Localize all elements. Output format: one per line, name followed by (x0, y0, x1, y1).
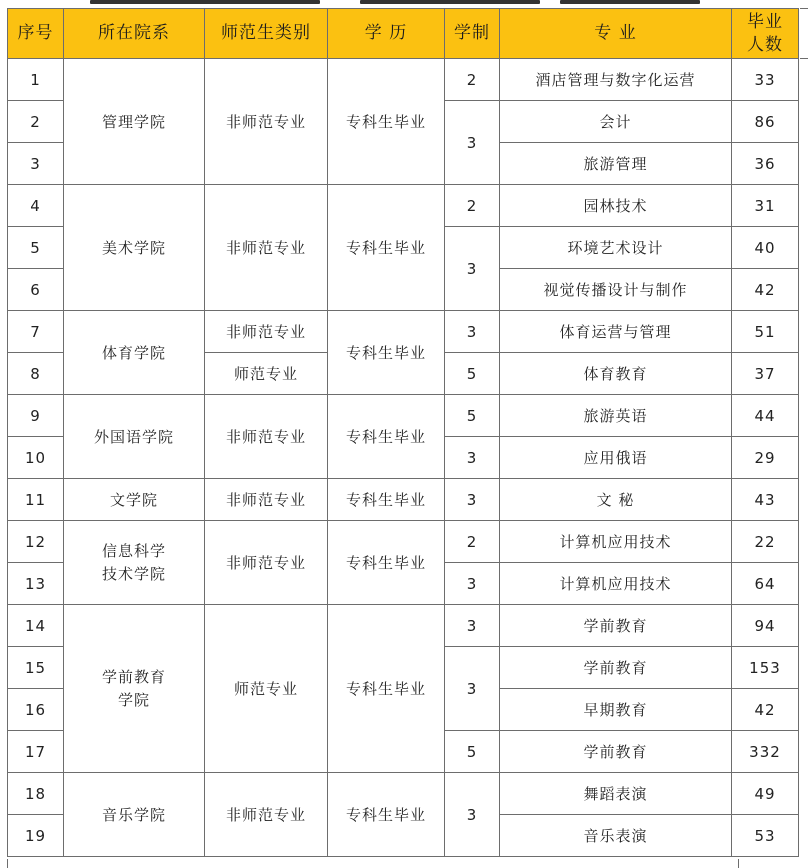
table-row (8, 185, 799, 227)
cell-college: 管理学院 (64, 59, 205, 185)
table-row (8, 605, 799, 647)
table-row (8, 479, 799, 521)
cell-seq: 10 (8, 437, 64, 479)
cell-seq: 12 (8, 521, 64, 563)
cell-years: 3 (445, 479, 500, 521)
cell-years: 3 (445, 311, 500, 353)
cell-major: 计算机应用技术 (500, 563, 732, 605)
header-years: 学制 (445, 9, 500, 59)
cell-count: 31 (732, 185, 799, 227)
cell-category: 师范专业 (205, 605, 328, 773)
cell-category: 非师范专业 (205, 773, 328, 857)
header-count-line1: 毕业 (747, 11, 783, 32)
cell-education: 专科生毕业 (328, 773, 445, 857)
cell-years: 2 (445, 521, 500, 563)
cell-seq: 14 (8, 605, 64, 647)
cell-count: 40 (732, 227, 799, 269)
cell-seq: 2 (8, 101, 64, 143)
cell-years: 3 (445, 605, 500, 647)
cell-count: 22 (732, 521, 799, 563)
cell-major: 视觉传播设计与制作 (500, 269, 732, 311)
cell-category: 非师范专业 (205, 395, 328, 479)
cell-education: 专科生毕业 (328, 521, 445, 605)
cell-count: 94 (732, 605, 799, 647)
cell-major: 酒店管理与数字化运营 (500, 59, 732, 101)
cell-major: 舞蹈表演 (500, 773, 732, 815)
cell-category: 非师范专业 (205, 185, 328, 311)
cell-seq: 17 (8, 731, 64, 773)
cell-years: 3 (445, 563, 500, 605)
cell-seq: 19 (8, 815, 64, 857)
cell-years: 2 (445, 185, 500, 227)
cell-college-line2: 技术学院 (101, 564, 166, 583)
cell-seq: 6 (8, 269, 64, 311)
cell-college-line1: 学前教育 (101, 667, 166, 686)
cell-college (64, 605, 205, 773)
cell-education: 专科生毕业 (328, 479, 445, 521)
cell-count: 51 (732, 311, 799, 353)
cell-major: 学前教育 (500, 647, 732, 689)
cell-count: 29 (732, 437, 799, 479)
cell-seq: 7 (8, 311, 64, 353)
cell-major: 早期教育 (500, 689, 732, 731)
cell-count: 37 (732, 353, 799, 395)
cell-count: 53 (732, 815, 799, 857)
cell-count: 43 (732, 479, 799, 521)
cell-college: 外国语学院 (64, 395, 205, 479)
cell-college: 文学院 (64, 479, 205, 521)
header-count-line2: 人数 (747, 34, 783, 55)
header-row (8, 9, 799, 59)
cell-major: 学前教育 (500, 731, 732, 773)
cell-major: 环境艺术设计 (500, 227, 732, 269)
cell-college-line1: 信息科学 (101, 541, 166, 560)
cell-major: 应用俄语 (500, 437, 732, 479)
cell-college (64, 521, 205, 605)
cell-major: 体育教育 (500, 353, 732, 395)
cell-seq: 5 (8, 227, 64, 269)
cell-count: 44 (732, 395, 799, 437)
table-row (8, 521, 799, 563)
table-row (8, 59, 799, 101)
cell-education: 专科生毕业 (328, 185, 445, 311)
cell-seq: 8 (8, 353, 64, 395)
header-seq: 序号 (8, 9, 64, 59)
cell-category: 师范专业 (205, 353, 328, 395)
header-education: 学 历 (328, 9, 445, 59)
cell-category: 非师范专业 (205, 479, 328, 521)
cell-count: 42 (732, 689, 799, 731)
cell-seq: 11 (8, 479, 64, 521)
cell-count: 332 (732, 731, 799, 773)
header-college: 所在院系 (64, 9, 205, 59)
cell-years: 5 (445, 353, 500, 395)
cropped-next-column (800, 8, 808, 868)
table-row (8, 773, 799, 815)
cell-years: 3 (445, 773, 500, 857)
cell-major: 旅游英语 (500, 395, 732, 437)
cell-years: 2 (445, 59, 500, 101)
cell-major: 文 秘 (500, 479, 732, 521)
cell-major: 旅游管理 (500, 143, 732, 185)
cell-seq: 3 (8, 143, 64, 185)
cell-seq: 4 (8, 185, 64, 227)
cell-college: 音乐学院 (64, 773, 205, 857)
cell-count: 49 (732, 773, 799, 815)
graduates-table (7, 8, 799, 857)
cell-count: 33 (732, 59, 799, 101)
cell-major: 体育运营与管理 (500, 311, 732, 353)
cell-major: 会计 (500, 101, 732, 143)
table-continuation-border (7, 859, 739, 868)
cell-seq: 13 (8, 563, 64, 605)
cell-education: 专科生毕业 (328, 395, 445, 479)
cell-seq: 1 (8, 59, 64, 101)
cell-education: 专科生毕业 (328, 605, 445, 773)
cell-years: 3 (445, 437, 500, 479)
cell-education: 专科生毕业 (328, 59, 445, 185)
cell-category: 非师范专业 (205, 59, 328, 185)
cell-count: 36 (732, 143, 799, 185)
cell-education: 专科生毕业 (328, 311, 445, 395)
cell-seq: 9 (8, 395, 64, 437)
cell-major: 园林技术 (500, 185, 732, 227)
cell-count: 153 (732, 647, 799, 689)
cell-seq: 15 (8, 647, 64, 689)
cell-category: 非师范专业 (205, 521, 328, 605)
cell-major: 学前教育 (500, 605, 732, 647)
table-row (8, 395, 799, 437)
cell-count: 64 (732, 563, 799, 605)
table-row (8, 311, 799, 353)
cell-college-line2: 学院 (117, 690, 150, 709)
cell-years: 3 (445, 227, 500, 311)
cropped-title-remnant (0, 0, 808, 8)
header-category: 师范生类别 (205, 9, 328, 59)
cell-college: 体育学院 (64, 311, 205, 395)
cell-seq: 18 (8, 773, 64, 815)
cell-count: 42 (732, 269, 799, 311)
cell-years: 3 (445, 647, 500, 731)
cell-years: 3 (445, 101, 500, 185)
cell-count: 86 (732, 101, 799, 143)
cell-category: 非师范专业 (205, 311, 328, 353)
header-major: 专 业 (500, 9, 732, 59)
cell-major: 计算机应用技术 (500, 521, 732, 563)
cell-seq: 16 (8, 689, 64, 731)
cell-college: 美术学院 (64, 185, 205, 311)
cell-years: 5 (445, 395, 500, 437)
cell-years: 5 (445, 731, 500, 773)
header-count (732, 9, 799, 59)
cell-major: 音乐表演 (500, 815, 732, 857)
